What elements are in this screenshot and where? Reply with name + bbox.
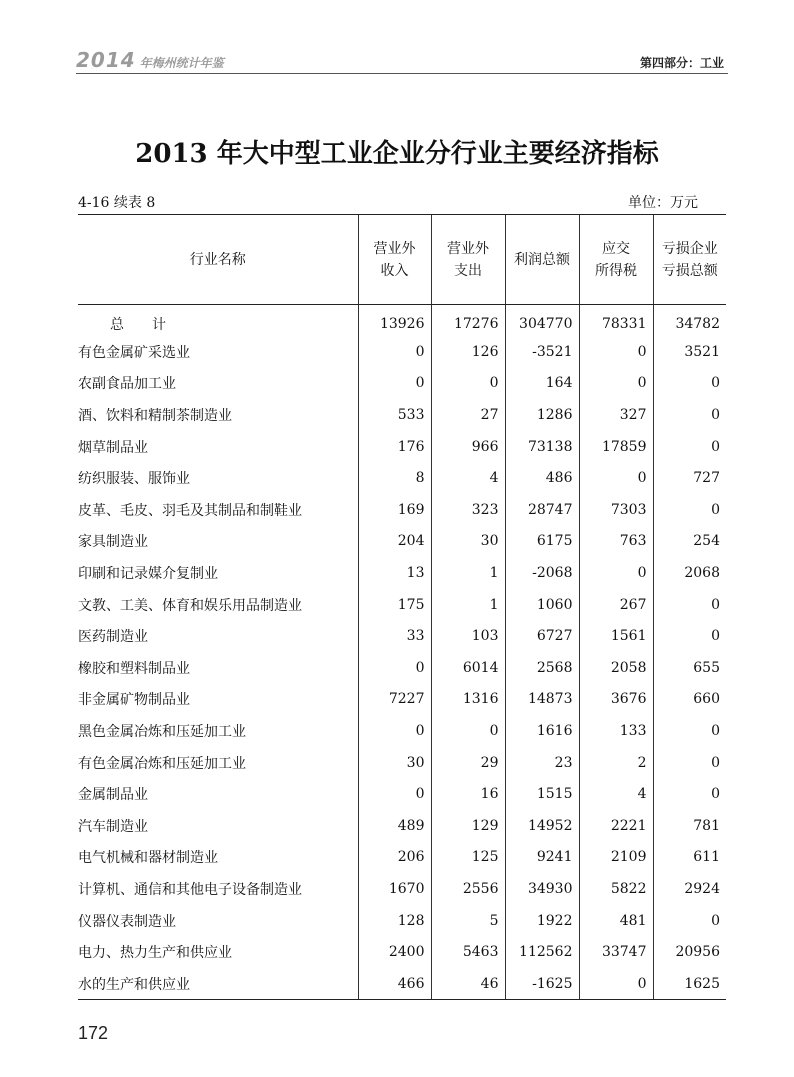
cell-income: 0 (358, 652, 431, 684)
cell-tax: 0 (579, 462, 653, 494)
cell-expense: 16 (431, 778, 505, 810)
table-row (78, 589, 726, 621)
column-header-3 (505, 215, 579, 305)
cell-loss: 0 (653, 494, 726, 526)
cell-income: 0 (358, 778, 431, 810)
industry-name: 电力、热力生产和供应业 (78, 945, 232, 962)
cell-loss: 2068 (653, 557, 726, 589)
column-header-5 (653, 215, 726, 305)
running-header-left (76, 48, 224, 70)
page-number: 172 (78, 1023, 109, 1043)
cell-income: 7227 (358, 684, 431, 716)
industry-name: 家具制造业 (78, 534, 148, 551)
cell-profit: 304770 (505, 305, 579, 337)
column-header-line2: 支出 (454, 262, 482, 279)
cell-profit: 1286 (505, 399, 579, 431)
cell-expense: 126 (431, 336, 505, 368)
cell-loss: 0 (653, 905, 726, 937)
cell-tax: 0 (579, 368, 653, 400)
column-header-line1: 应交 (602, 240, 630, 257)
cell-loss: 655 (653, 652, 726, 684)
industry-name: 水的生产和供应业 (78, 968, 358, 1000)
cell-tax: 4 (579, 778, 653, 810)
cell-expense: 966 (431, 431, 505, 463)
cell-loss: 0 (653, 431, 726, 463)
table-row (78, 873, 726, 905)
cell-profit: 9241 (505, 842, 579, 874)
cell-expense: 30 (431, 526, 505, 558)
cell-profit: 28747 (505, 494, 579, 526)
header-rule (76, 73, 728, 74)
column-header-4 (579, 215, 653, 305)
cell-tax: 1561 (579, 620, 653, 652)
cell-expense: 0 (431, 715, 505, 747)
cell-income: 33 (358, 620, 431, 652)
cell-loss: 0 (653, 778, 726, 810)
cell-expense: 27 (431, 399, 505, 431)
cell-income: 466 (358, 968, 431, 1000)
cell-income: 2400 (358, 936, 431, 968)
cell-profit: 6175 (505, 526, 579, 558)
cell-income: 13926 (358, 305, 431, 337)
industry-name: 有色金属冶炼和压延加工业 (78, 755, 246, 772)
cell-tax: 2221 (579, 810, 653, 842)
cell-profit: 2568 (505, 652, 579, 684)
industry-name: 文教、工美、体育和娱乐用品制造业 (78, 597, 302, 614)
table-body (78, 305, 726, 1000)
total-row (78, 305, 726, 337)
column-header-line1: 行业名称 (189, 251, 246, 268)
column-header-line1: 利润总额 (514, 251, 570, 268)
cell-expense: 323 (431, 494, 505, 526)
table-id: 4-16 续表 8 (78, 195, 156, 211)
industry-name: 计算机、通信和其他电子设备制造业 (78, 881, 302, 898)
unit-label: 单位：万元 (628, 195, 698, 211)
column-header-line1: 营业外 (447, 240, 489, 257)
cell-profit: 486 (505, 462, 579, 494)
cell-expense: 29 (431, 747, 505, 779)
cell-profit: 1060 (505, 589, 579, 621)
table-row (78, 652, 726, 684)
cell-tax: 5822 (579, 873, 653, 905)
cell-expense: 1 (431, 557, 505, 589)
cell-profit: 34930 (505, 873, 579, 905)
cell-loss: 0 (653, 399, 726, 431)
cell-expense: 6014 (431, 652, 505, 684)
cell-profit: -3521 (505, 336, 579, 368)
cell-tax: 7303 (579, 494, 653, 526)
cell-income: 176 (358, 431, 431, 463)
section-label: 第四部分：工业 (639, 56, 724, 70)
cell-tax: 2 (579, 747, 653, 779)
cell-profit: 73138 (505, 431, 579, 463)
cell-expense: 5463 (431, 936, 505, 968)
cell-expense: 0 (431, 368, 505, 400)
cell-loss: 3521 (653, 336, 726, 368)
cell-expense: 46 (431, 968, 505, 1000)
table-row (78, 494, 726, 526)
cell-income: 13 (358, 557, 431, 589)
industry-name: 仪器仪表制造业 (78, 913, 176, 930)
cell-expense: 129 (431, 810, 505, 842)
table-row (78, 936, 726, 968)
cell-tax: 267 (579, 589, 653, 621)
cell-loss: 0 (653, 368, 726, 400)
cell-profit: 14873 (505, 684, 579, 716)
column-header-line1: 亏损企业 (661, 240, 718, 257)
cell-expense: 125 (431, 842, 505, 874)
industry-name: 医药制造业 (78, 629, 148, 646)
industry-name: 电气机械和器材制造业 (78, 850, 218, 867)
cell-expense: 2556 (431, 873, 505, 905)
cell-income: 206 (358, 842, 431, 874)
cell-loss: 781 (653, 810, 726, 842)
cell-profit: 6727 (505, 620, 579, 652)
table-row (78, 747, 726, 779)
indicator-table (78, 214, 726, 1000)
cell-profit: -1625 (505, 968, 579, 1000)
cell-loss: 0 (653, 589, 726, 621)
cell-expense: 103 (431, 620, 505, 652)
cell-income: 1670 (358, 873, 431, 905)
cell-expense: 1316 (431, 684, 505, 716)
cell-income: 0 (358, 368, 431, 400)
table-row (78, 842, 726, 874)
industry-name: 烟草制品业 (78, 439, 148, 456)
cell-expense: 4 (431, 462, 505, 494)
cell-income: 8 (358, 462, 431, 494)
cell-loss: 34782 (653, 305, 726, 337)
cell-tax: 2109 (579, 842, 653, 874)
industry-name: 非金属矿物制品业 (78, 692, 190, 709)
industry-name: 黑色金属冶炼和压延加工业 (78, 724, 246, 741)
column-header-line2: 收入 (380, 262, 409, 279)
column-header-0 (78, 215, 358, 305)
cell-tax: 2058 (579, 652, 653, 684)
cell-income: 204 (358, 526, 431, 558)
cell-profit: 1922 (505, 905, 579, 937)
industry-name: 酒、饮料和精制茶制造业 (78, 408, 232, 425)
cell-tax: 0 (579, 557, 653, 589)
cell-expense: 1 (431, 589, 505, 621)
table-row (78, 620, 726, 652)
cell-expense: 5 (431, 905, 505, 937)
industry-name: 橡胶和塑料制品业 (78, 660, 190, 677)
table-row (78, 399, 726, 431)
cell-income: 533 (358, 399, 431, 431)
cell-income: 175 (358, 589, 431, 621)
cell-loss: 20956 (653, 936, 726, 968)
cell-tax: 0 (579, 336, 653, 368)
table-row (78, 526, 726, 558)
cell-loss: 0 (653, 715, 726, 747)
cell-loss: 660 (653, 684, 726, 716)
cell-tax: 3676 (579, 684, 653, 716)
industry-name: 皮革、毛皮、羽毛及其制品和制鞋业 (78, 502, 302, 519)
table-row (78, 431, 726, 463)
table-row (78, 905, 726, 937)
industry-name: 有色金属矿采选业 (78, 344, 190, 361)
yearbook-name: 年梅州统计年鉴 (139, 56, 224, 70)
cell-profit: 1616 (505, 715, 579, 747)
cell-loss: 2924 (653, 873, 726, 905)
cell-profit: 23 (505, 747, 579, 779)
industry-name: 汽车制造业 (78, 818, 148, 835)
yearbook-year: 2014 (76, 48, 136, 72)
cell-tax: 763 (579, 526, 653, 558)
industry-name: 农副食品加工业 (78, 376, 176, 393)
cell-tax: 481 (579, 905, 653, 937)
industry-name: 纺织服装、服饰业 (78, 471, 190, 488)
cell-profit: 1515 (505, 778, 579, 810)
column-header-2 (431, 215, 505, 305)
table-row (78, 368, 726, 400)
cell-income: 169 (358, 494, 431, 526)
cell-profit: -2068 (505, 557, 579, 589)
cell-income: 30 (358, 747, 431, 779)
cell-tax: 327 (579, 399, 653, 431)
table-row (78, 462, 726, 494)
industry-name (78, 305, 358, 337)
table-row (78, 778, 726, 810)
page-title: 2013 年大中型工业企业分行业主要经济指标 (135, 139, 659, 169)
cell-expense: 17276 (431, 305, 505, 337)
cell-loss: 0 (653, 747, 726, 779)
table-row (78, 715, 726, 747)
column-header-line1: 营业外 (373, 240, 416, 257)
cell-income: 0 (358, 336, 431, 368)
total-label: 总计 (110, 317, 194, 334)
industry-name: 金属制品业 (78, 787, 148, 804)
column-header-1 (358, 215, 431, 305)
cell-loss: 0 (653, 620, 726, 652)
cell-tax: 0 (579, 968, 653, 1000)
column-header-line2: 所得税 (595, 262, 637, 279)
cell-income: 489 (358, 810, 431, 842)
cell-tax: 133 (579, 715, 653, 747)
cell-tax: 33747 (579, 936, 653, 968)
table-row (78, 684, 726, 716)
cell-income: 0 (358, 715, 431, 747)
cell-income: 128 (358, 905, 431, 937)
table-row (78, 810, 726, 842)
cell-loss: 1625 (653, 968, 726, 1000)
cell-loss: 254 (653, 526, 726, 558)
cell-tax: 78331 (579, 305, 653, 337)
cell-profit: 164 (505, 368, 579, 400)
cell-profit: 112562 (505, 936, 579, 968)
column-header-line2: 亏损总额 (661, 262, 718, 279)
cell-loss: 611 (653, 842, 726, 874)
table-header-row (78, 215, 726, 305)
table-row (78, 557, 726, 589)
table-row (78, 968, 726, 1000)
industry-name: 印刷和记录媒介复制业 (78, 566, 218, 583)
table-row (78, 336, 726, 368)
cell-profit: 14952 (505, 810, 579, 842)
cell-loss: 727 (653, 462, 726, 494)
cell-tax: 17859 (579, 431, 653, 463)
